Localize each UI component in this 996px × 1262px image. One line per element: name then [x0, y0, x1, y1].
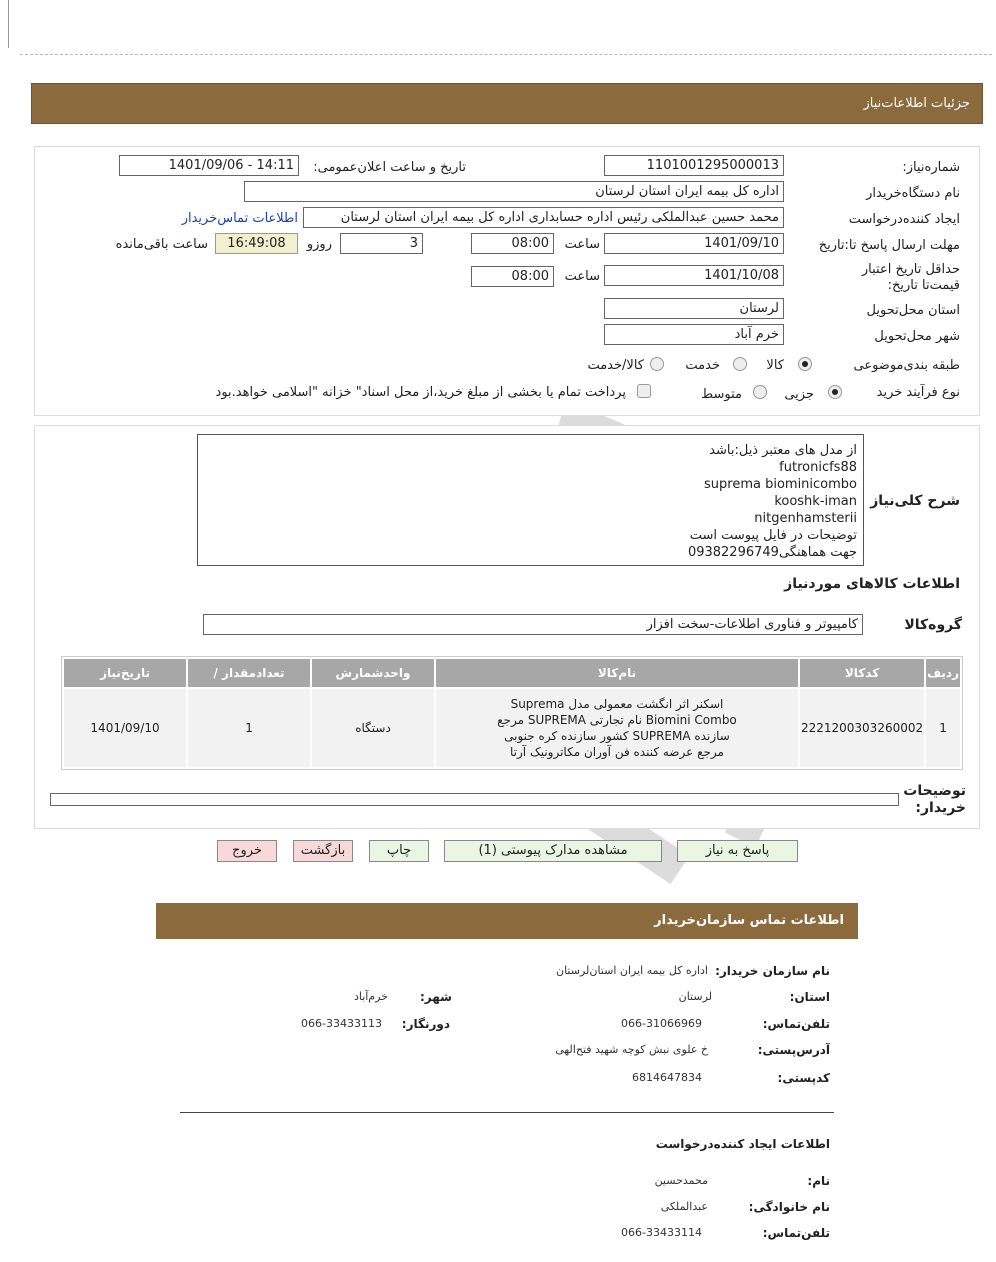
category-label: طبقه بندی‌موضوعی: [853, 358, 960, 373]
requester-phone-value: 066-33433114: [621, 1226, 702, 1239]
buyer-notes-field[interactable]: [50, 793, 899, 806]
description-line: suprema biominicombo: [704, 477, 857, 492]
cell-qty: 1: [188, 689, 310, 767]
days-label: روزو: [306, 237, 332, 252]
need-number-label: شماره‌نیاز:: [902, 160, 960, 175]
city-field[interactable]: خرم آباد: [604, 324, 784, 345]
description-line: nitgenhamsterii: [754, 511, 857, 526]
description-line: futronicfs88: [779, 460, 857, 475]
exit-button[interactable]: خروج: [217, 840, 277, 862]
buyer-notes-label: توضیحات خریدار:: [903, 783, 966, 816]
category-goods-label: کالا: [766, 358, 784, 373]
contact-phone-value: 066-31066969: [621, 1017, 702, 1030]
province-field[interactable]: لرستان: [604, 298, 784, 319]
province-label: استان محل‌تحویل: [866, 303, 960, 318]
process-medium-label: متوسط: [701, 387, 742, 402]
col-date: تاریخ‌نیاز: [64, 659, 186, 687]
description-line: kooshk-iman: [774, 494, 857, 509]
col-code: کدکالا: [800, 659, 924, 687]
table-row[interactable]: [64, 689, 960, 767]
need-number-field[interactable]: 1101001295000013: [604, 155, 784, 176]
col-name: نام‌کالا: [436, 659, 798, 687]
contact-address-label: آدرس‌پستی:: [757, 1043, 830, 1057]
buyer-org-field[interactable]: اداره کل بیمه ایران استان لرستان: [244, 181, 784, 202]
col-qty: تعدادمقدار /: [188, 659, 310, 687]
remaining-timer: 16:49:08: [215, 233, 298, 254]
header-bar: [31, 83, 983, 124]
process-partial-radio[interactable]: [828, 385, 842, 399]
buyer-contact-link[interactable]: اطلاعات تماس‌خریدار: [181, 211, 298, 226]
top-separator: [20, 54, 992, 55]
contact-city-value: خرم‌آباد: [353, 990, 388, 1003]
contact-section-title: اطلاعات تماس سازمان‌خریدار: [654, 913, 844, 928]
treasury-payment-checkbox[interactable]: [637, 384, 651, 398]
contact-divider: [180, 1112, 834, 1113]
category-both-label: کالا/خدمت: [587, 358, 644, 373]
category-both-radio[interactable]: [650, 357, 664, 371]
announce-label: تاریخ و ساعت اعلان‌عمومی:: [313, 160, 466, 175]
creator-field[interactable]: محمد حسین عبدالملکی رئیس اداره حسابداری اداره کل بیمه ایران استان لرستان: [303, 207, 784, 228]
deadline-date-field[interactable]: 1401/09/10: [604, 233, 784, 254]
requester-family-label: نام خانوادگی:: [748, 1200, 830, 1214]
goods-group-label: گروه‌کالا: [904, 617, 962, 633]
contact-fax-label: دورنگار:: [401, 1017, 450, 1031]
category-goods-radio[interactable]: [798, 357, 812, 371]
goods-group-field[interactable]: کامپیوتر و فناوری اطلاعات-سخت افزار: [203, 614, 863, 635]
requester-title: اطلاعات ایجاد کننده‌درخواست: [655, 1137, 830, 1151]
attachments-button[interactable]: مشاهده مدارک پیوستی (1): [444, 840, 662, 862]
reply-button[interactable]: پاسخ به نیاز: [677, 840, 798, 862]
creator-label: ایجاد کننده‌درخواست: [848, 212, 960, 227]
requester-name-value: محمدحسین: [654, 1174, 708, 1187]
category-service-label: خدمت: [685, 358, 720, 373]
process-medium-radio[interactable]: [753, 385, 767, 399]
requester-family-value: عبدالملکی: [660, 1200, 708, 1213]
goods-info-heading: اطلاعات کالاهای موردنیاز: [784, 576, 960, 592]
validity-time-label: ساعت: [564, 269, 600, 284]
contact-province-label: استان:: [789, 990, 830, 1004]
announce-field[interactable]: 1401/09/06 - 14:11: [119, 155, 299, 176]
contact-city-label: شهر:: [420, 990, 452, 1004]
left-border-line: [8, 0, 9, 48]
remaining-label: ساعت باقی‌مانده: [115, 237, 208, 252]
deadline-time-label: ساعت: [564, 237, 600, 252]
city-label: شهر محل‌تحویل: [874, 329, 960, 344]
contact-postal-value: 6814647834: [632, 1071, 702, 1084]
contact-phone-label: تلفن‌تماس:: [762, 1017, 830, 1031]
need-description: [197, 434, 864, 566]
contact-section-bar: [156, 903, 858, 939]
requester-phone-label: تلفن‌تماس:: [762, 1226, 830, 1240]
print-button[interactable]: چاپ: [369, 840, 429, 862]
payment-note: پرداخت تمام یا بخشی از مبلغ خرید،از محل اسناد" خزانه "اسلامی خواهد.بود: [215, 385, 626, 400]
validity-time-field[interactable]: 08:00: [471, 266, 554, 287]
description-label: شرح کلی‌نیاز: [870, 493, 960, 509]
validity-date-field[interactable]: 1401/10/08: [604, 265, 784, 286]
org-label: نام سازمان خریدار:: [715, 964, 830, 978]
buyer-org-label: نام دستگاه‌خریدار: [866, 186, 960, 201]
header-title: جزئیات اطلاعات‌نیاز: [863, 96, 970, 111]
deadline-time-field[interactable]: 08:00: [471, 233, 554, 254]
deadline-label: مهلت ارسال پاسخ تا:تاریخ: [818, 238, 960, 253]
description-line: توضیحات در فایل پیوست است: [689, 528, 857, 543]
days-field[interactable]: 3: [340, 233, 423, 254]
process-partial-label: جزیی: [784, 387, 814, 402]
description-line: از مدل های معتبر ذیل:باشد: [709, 443, 857, 458]
contact-postal-label: کدپستی:: [777, 1071, 830, 1085]
contact-address-value: خ علوی نبش کوچه شهید فتح‌الهی: [555, 1043, 708, 1056]
goods-table: [61, 656, 963, 770]
contact-province-value: لرستان: [678, 990, 712, 1003]
cell-row: 1: [926, 689, 960, 767]
contact-fax-value: 066-33433113: [301, 1017, 382, 1030]
cell-code: 2221200303260002: [800, 689, 924, 767]
process-label: نوع فرآیند خرید: [876, 385, 960, 400]
description-line: جهت هماهنگی09382296749: [687, 545, 857, 560]
requester-name-label: نام:: [807, 1174, 830, 1188]
category-service-radio[interactable]: [733, 357, 747, 371]
validity-label: حداقل تاریخ اعتبار قیمت‌تا تاریخ:: [861, 262, 960, 293]
table-header-row: [64, 659, 960, 687]
back-button[interactable]: بازگشت: [293, 840, 353, 862]
cell-date: 1401/09/10: [64, 689, 186, 767]
cell-unit: دستگاه: [312, 689, 434, 767]
col-unit: واحدشمارش: [312, 659, 434, 687]
col-row: ردیف: [926, 659, 960, 687]
org-value: اداره کل بیمه ایران استان‌لرستان: [555, 964, 708, 977]
cell-name: اسکنر اثر انگشت معمولی مدل Suprema Biomini Combo نام تجارتی SUPREMA مرجع سازنده SUPREMA کشور سازنده کره جنوبی مرجع عرضه کننده فن آوران مکاترونیک آرتا: [436, 689, 798, 767]
